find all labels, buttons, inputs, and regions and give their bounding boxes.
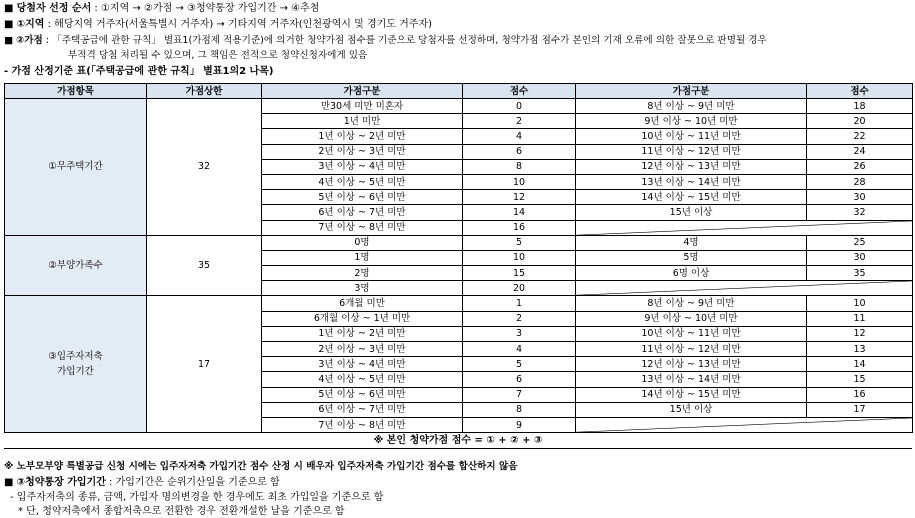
score-cell: 8 bbox=[463, 159, 576, 174]
category-cell: 11년 이상 ~ 12년 미만 bbox=[576, 342, 807, 357]
score-cell: 11 bbox=[807, 311, 913, 326]
category-cell: 3년 이상 ~ 4년 미만 bbox=[262, 159, 463, 174]
category-cell: 3명 bbox=[262, 281, 463, 296]
bullet: ■ bbox=[4, 19, 17, 30]
category-cell: 5년 이상 ~ 6년 미만 bbox=[262, 387, 463, 402]
category-cell: 8년 이상 ~ 9년 미만 bbox=[576, 99, 807, 114]
score-cell: 6 bbox=[463, 372, 576, 387]
table-row bbox=[5, 99, 913, 114]
score-cell: 4 bbox=[463, 129, 576, 144]
table-header-row bbox=[5, 84, 913, 99]
category-cell: 4년 이상 ~ 5년 미만 bbox=[262, 372, 463, 387]
score-cell: 6 bbox=[463, 144, 576, 159]
table-caption: - 가점 산정기준 표(「주택공급에 관한 규칙」 별표1의2 나목) bbox=[4, 66, 274, 77]
score-item-cell bbox=[5, 296, 147, 433]
points-line-continued: 부적격 당첨 처리될 수 있으며, 그 책임은 전적으로 청약신청자에게 있음 bbox=[68, 50, 368, 61]
diagonal-slash bbox=[576, 221, 912, 235]
score-cell: 4 bbox=[463, 342, 576, 357]
empty-diagonal-cell bbox=[576, 417, 913, 432]
category-cell: 15년 이상 bbox=[576, 205, 807, 220]
category-cell: 15년 이상 bbox=[576, 402, 807, 417]
points-line bbox=[4, 34, 767, 47]
selection-order-title: 당첨자 선정 순서 bbox=[16, 3, 92, 14]
category-cell: 12년 이상 ~ 13년 미만 bbox=[576, 357, 807, 372]
points-text: : 「주택공급에 관한 규칙」 별표1(가점제 적용기준)에 의거한 청약가점 점수를 기준으로 당첨자를 선정하며, 청약가점 점수가 본인의 기재 오류에 의한 잘못으로 판명될 경우 bbox=[42, 35, 767, 46]
score-cell: 22 bbox=[807, 129, 913, 144]
score-cell: 26 bbox=[807, 159, 913, 174]
score-item-cell bbox=[5, 235, 147, 296]
category-cell: 8년 이상 ~ 9년 미만 bbox=[576, 296, 807, 311]
score-cell: 8 bbox=[463, 402, 576, 417]
category-cell: 6년 이상 ~ 7년 미만 bbox=[262, 205, 463, 220]
subscription-exception: * 단, 청약저축에서 종합저축으로 전환한 경우 전환개설한 날을 기준으로 함 bbox=[18, 506, 345, 517]
header-max: 가점상한 bbox=[147, 84, 262, 99]
diagonal-slash bbox=[576, 418, 912, 432]
score-cell: 14 bbox=[807, 357, 913, 372]
score-item-label: ③입주자저축 bbox=[48, 351, 103, 363]
category-cell: 1명 bbox=[262, 250, 463, 265]
category-cell: 13년 이상 ~ 14년 미만 bbox=[576, 174, 807, 189]
score-cell: 25 bbox=[807, 235, 913, 250]
score-cell: 15 bbox=[807, 372, 913, 387]
bullet: ■ bbox=[4, 477, 17, 488]
score-item-label: 가입기간 bbox=[57, 366, 94, 378]
special-supply-note: ※ 노부모부양 특별공급 신청 시에는 입주자저축 가입기간 점수 산정 시 배우자 입주자저축 가입기간 점수를 합산하지 않음 bbox=[4, 461, 518, 472]
score-max: 32 bbox=[147, 99, 262, 236]
category-cell: 1년 이상 ~ 2년 미만 bbox=[262, 326, 463, 341]
selection-order-line bbox=[4, 2, 319, 15]
category-cell: 0명 bbox=[262, 235, 463, 250]
header-score: 점수 bbox=[807, 84, 913, 99]
category-cell: 1년 이상 ~ 2년 미만 bbox=[262, 129, 463, 144]
diagonal-slash bbox=[576, 281, 912, 295]
category-cell: 4년 이상 ~ 5년 미만 bbox=[262, 174, 463, 189]
category-cell: 7년 이상 ~ 8년 미만 bbox=[262, 220, 463, 235]
score-table bbox=[4, 83, 913, 433]
subscription-period-line bbox=[4, 476, 280, 489]
header-score: 점수 bbox=[463, 84, 576, 99]
score-cell: 30 bbox=[807, 250, 913, 265]
header-category: 가점구분 bbox=[262, 84, 463, 99]
score-item-cell bbox=[5, 99, 147, 236]
category-cell: 6년 이상 ~ 7년 미만 bbox=[262, 402, 463, 417]
table-body bbox=[5, 99, 913, 433]
score-item-label: ②부양가족수 bbox=[48, 260, 103, 272]
category-cell: 10년 이상 ~ 11년 미만 bbox=[576, 326, 807, 341]
score-cell: 2 bbox=[463, 114, 576, 129]
score-cell: 32 bbox=[807, 205, 913, 220]
score-cell: 10 bbox=[463, 174, 576, 189]
category-cell: 2년 이상 ~ 3년 미만 bbox=[262, 342, 463, 357]
category-cell: 3년 이상 ~ 4년 미만 bbox=[262, 357, 463, 372]
score-cell: 10 bbox=[807, 296, 913, 311]
score-max: 35 bbox=[147, 235, 262, 296]
category-cell: 14년 이상 ~ 15년 미만 bbox=[576, 190, 807, 205]
score-cell: 1 bbox=[463, 296, 576, 311]
score-cell: 20 bbox=[807, 114, 913, 129]
score-cell: 17 bbox=[807, 402, 913, 417]
table-row bbox=[5, 296, 913, 311]
category-cell: 14년 이상 ~ 15년 미만 bbox=[576, 387, 807, 402]
category-cell: 2명 bbox=[262, 266, 463, 281]
score-cell: 5 bbox=[463, 357, 576, 372]
category-cell: 6개월 미만 bbox=[262, 296, 463, 311]
score-cell: 5 bbox=[463, 235, 576, 250]
score-cell: 28 bbox=[807, 174, 913, 189]
score-cell: 35 bbox=[807, 266, 913, 281]
table-row bbox=[5, 235, 913, 250]
region-line bbox=[4, 18, 432, 31]
score-cell: 12 bbox=[807, 326, 913, 341]
selection-order-text: : ①지역 → ②가점 → ③청약통장 가입기간 → ④추첨 bbox=[91, 3, 320, 14]
score-cell: 16 bbox=[807, 387, 913, 402]
category-cell: 12년 이상 ~ 13년 미만 bbox=[576, 159, 807, 174]
category-cell: 5년 이상 ~ 6년 미만 bbox=[262, 190, 463, 205]
score-cell: 0 bbox=[463, 99, 576, 114]
empty-diagonal-cell bbox=[576, 281, 913, 296]
divider bbox=[4, 448, 912, 449]
category-cell: 6개월 이상 ~ 1년 미만 bbox=[262, 311, 463, 326]
region-title: ①지역 bbox=[16, 19, 45, 30]
subscription-rule: - 입주자저축의 종류, 금액, 가입자 명의변경을 한 경우에도 최초 가입일을 기준으로 함 bbox=[10, 492, 384, 503]
score-cell: 24 bbox=[807, 144, 913, 159]
category-cell: 9년 이상 ~ 10년 미만 bbox=[576, 311, 807, 326]
empty-diagonal-cell bbox=[576, 220, 913, 235]
category-cell: 만30세 미만 미혼자 bbox=[262, 99, 463, 114]
category-cell: 5명 bbox=[576, 250, 807, 265]
score-cell: 20 bbox=[463, 281, 576, 296]
category-cell: 10년 이상 ~ 11년 미만 bbox=[576, 129, 807, 144]
score-cell: 10 bbox=[463, 250, 576, 265]
score-cell: 3 bbox=[463, 326, 576, 341]
score-cell: 18 bbox=[807, 99, 913, 114]
score-cell: 12 bbox=[463, 190, 576, 205]
category-cell: 2년 이상 ~ 3년 미만 bbox=[262, 144, 463, 159]
bullet: ■ bbox=[4, 3, 17, 14]
score-cell: 2 bbox=[463, 311, 576, 326]
category-cell: 4명 bbox=[576, 235, 807, 250]
bullet: ■ bbox=[4, 35, 17, 46]
score-cell: 16 bbox=[463, 220, 576, 235]
points-title: ②가점 bbox=[16, 35, 43, 46]
category-cell: 13년 이상 ~ 14년 미만 bbox=[576, 372, 807, 387]
score-cell: 30 bbox=[807, 190, 913, 205]
category-cell: 6명 이상 bbox=[576, 266, 807, 281]
score-cell: 7 bbox=[463, 387, 576, 402]
score-cell: 15 bbox=[463, 266, 576, 281]
category-cell: 9년 이상 ~ 10년 미만 bbox=[576, 114, 807, 129]
score-cell: 14 bbox=[463, 205, 576, 220]
category-cell: 7년 이상 ~ 8년 미만 bbox=[262, 417, 463, 432]
score-item-label: ①무주택기간 bbox=[48, 161, 103, 173]
header-item: 가점항목 bbox=[5, 84, 147, 99]
score-cell: 9 bbox=[463, 417, 576, 432]
category-cell: 1년 미만 bbox=[262, 114, 463, 129]
score-max: 17 bbox=[147, 296, 262, 433]
subscription-period-title: ③청약통장 가입기간 bbox=[16, 477, 106, 488]
subscription-period-text: : 가입기간은 순위기산일을 기준으로 함 bbox=[105, 477, 280, 488]
category-cell: 11년 이상 ~ 12년 미만 bbox=[576, 144, 807, 159]
region-text: : 해당지역 거주자(서울특별시 거주자) → 기타지역 거주자(인천광역시 및 경기도 거주자) bbox=[44, 19, 433, 30]
header-category: 가점구분 bbox=[576, 84, 807, 99]
total-formula: ※ 본인 청약가점 점수 = ① + ② + ③ bbox=[373, 435, 543, 446]
score-cell: 13 bbox=[807, 342, 913, 357]
